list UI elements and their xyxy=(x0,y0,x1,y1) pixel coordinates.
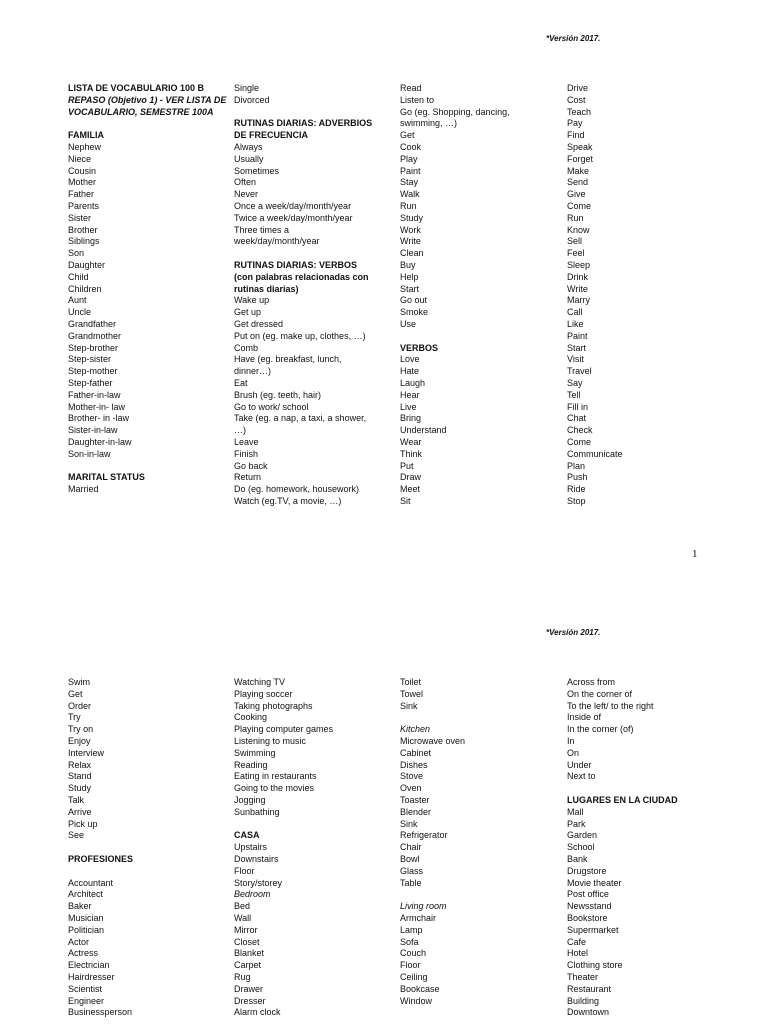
vocab-item: Electrician xyxy=(68,960,110,971)
vocab-item: Politician xyxy=(68,924,105,935)
vocab-item: Park xyxy=(567,818,586,829)
vocab-item: Nephew xyxy=(68,141,102,152)
section-heading: VERBOS xyxy=(400,342,439,353)
vocab-item: Try xyxy=(68,712,81,723)
vocab-item: Think xyxy=(400,448,423,459)
vocab-item: Sit xyxy=(400,495,411,506)
vocab-item: Mall xyxy=(567,806,584,817)
vocab-item: Three times a week/day/month/year xyxy=(234,224,320,247)
vocab-item: Stove xyxy=(400,771,424,782)
vocab-item: Across from xyxy=(567,677,616,687)
vocab-item: Chat xyxy=(567,413,587,424)
vocab-item: Bookcase xyxy=(400,983,440,994)
page2-column-1 xyxy=(68,677,228,1019)
vocab-item: Clean xyxy=(400,248,424,259)
vocab-item: Garden xyxy=(567,830,598,841)
vocab-item: Hate xyxy=(400,366,420,377)
vocab-item: Reading xyxy=(234,759,268,770)
vocab-item: Go out xyxy=(400,295,428,306)
spacer xyxy=(234,819,374,831)
page2-column-2 xyxy=(234,677,374,1019)
vocab-item: Sofa xyxy=(400,936,419,947)
vocab-item: Rug xyxy=(234,971,251,982)
vocab-item: School xyxy=(567,842,595,853)
vocab-item: Meet xyxy=(400,484,421,495)
section-heading: LISTA DE VOCABULARIO 100 B xyxy=(68,83,205,93)
vocab-item: Speak xyxy=(567,141,593,152)
vocab-item: Push xyxy=(567,472,588,483)
vocab-item: Pick up xyxy=(68,818,98,829)
vocab-item: Grandfather xyxy=(68,318,117,329)
subsection-heading: Bedroom xyxy=(234,889,271,900)
vocab-item: Cook xyxy=(400,141,422,152)
vocab-item: Couch xyxy=(400,948,427,959)
vocab-item: Often xyxy=(234,177,257,188)
section-heading: LUGARES EN LA CIUDAD xyxy=(567,794,678,805)
vocab-item: Communicate xyxy=(567,448,623,459)
vocab-item: Play xyxy=(400,153,418,164)
vocab-item: Bowl xyxy=(400,853,420,864)
vocab-item: Grandmother xyxy=(68,330,122,341)
vocab-item: Daughter-in-law xyxy=(68,436,132,447)
page1-column-4 xyxy=(567,83,707,508)
spacer xyxy=(234,107,374,119)
vocab-item: Marry xyxy=(567,295,590,306)
vocab-item: Go to work/ school xyxy=(234,401,309,412)
vocab-item: Ceiling xyxy=(400,971,428,982)
vocab-item: Have (eg. breakfast, lunch, dinner…) xyxy=(234,354,342,377)
section-heading: RUTINAS DIARIAS: ADVERBIOS DE FRECUENCIA xyxy=(234,118,373,141)
vocab-item: Talk xyxy=(68,794,85,805)
vocab-item: Plan xyxy=(567,460,586,471)
vocab-item: Work xyxy=(400,224,421,235)
vocab-item: Son-in-law xyxy=(68,448,111,459)
vocab-item: Put on (eg. make up, clothes, …) xyxy=(234,330,366,341)
vocab-item: Arrive xyxy=(68,806,92,817)
vocab-item: Write xyxy=(567,283,588,294)
vocab-item: Enjoy xyxy=(68,735,91,746)
vocab-item: Cabinet xyxy=(400,747,432,758)
vocab-item: Study xyxy=(400,212,424,223)
vocab-item: Bookstore xyxy=(567,912,608,923)
vocab-item: Son xyxy=(68,248,85,259)
vocab-item: Towel xyxy=(400,688,424,699)
vocab-item: Tell xyxy=(567,389,581,400)
section-heading: CASA xyxy=(234,830,260,841)
vocab-item: Finish xyxy=(234,448,259,459)
vocab-item: Check xyxy=(567,425,593,436)
vocab-item: Listen to xyxy=(400,94,435,105)
vocab-item: Accountant xyxy=(68,877,114,888)
vocab-item: Swim xyxy=(68,677,90,687)
section-heading: REPASO (Objetivo 1) - VER LISTA DE VOCABULARIO, SEMESTRE 100A xyxy=(68,94,227,117)
vocab-item: Get up xyxy=(234,307,262,318)
vocab-item: Oven xyxy=(400,783,422,794)
spacer xyxy=(400,712,524,724)
vocab-item: Paint xyxy=(567,330,588,341)
section-heading: MARITAL STATUS xyxy=(68,472,145,483)
page1-column-3 xyxy=(400,83,524,508)
vocab-item: Brother xyxy=(68,224,98,235)
vocab-item: Write xyxy=(400,236,421,247)
spacer xyxy=(234,248,374,260)
vocab-item: Send xyxy=(567,177,589,188)
vocab-item: Step-mother xyxy=(68,366,118,377)
vocab-item: Story/storey xyxy=(234,877,283,888)
vocab-item: Under xyxy=(567,759,592,770)
vocab-item: Put xyxy=(400,460,414,471)
vocab-item: Sister xyxy=(68,212,92,223)
vocab-item: Stay xyxy=(400,177,419,188)
vocab-item: Sink xyxy=(400,700,418,711)
vocab-item: Restaurant xyxy=(567,983,612,994)
vocab-item: Baker xyxy=(68,901,92,912)
vocab-item: Clothing store xyxy=(567,960,623,971)
subsection-heading: Kitchen xyxy=(400,724,431,735)
version-note: *Versión 2017. xyxy=(546,34,601,43)
spacer xyxy=(567,783,707,795)
vocab-item: On the corner of xyxy=(567,688,633,699)
spacer xyxy=(400,331,524,343)
vocab-item: Toilet xyxy=(400,677,422,687)
vocab-item: Get dressed xyxy=(234,318,284,329)
vocab-item: Feel xyxy=(567,248,585,259)
vocab-item: Sell xyxy=(567,236,583,247)
vocab-item: Drugstore xyxy=(567,865,607,876)
vocab-item: Twice a week/day/month/year xyxy=(234,212,353,223)
vocab-item: Blanket xyxy=(234,948,265,959)
vocab-item: Do (eg. homework, housework) xyxy=(234,484,360,495)
vocab-item: Visit xyxy=(567,354,584,365)
vocab-item: Mother-in- law xyxy=(68,401,126,412)
vocab-item: Businessperson xyxy=(68,1007,133,1018)
vocab-item: Call xyxy=(567,307,583,318)
vocab-item: Love xyxy=(400,354,420,365)
vocab-item: See xyxy=(68,830,85,841)
vocab-item: Married xyxy=(68,484,99,495)
vocab-item: Drive xyxy=(567,83,589,93)
vocab-item: Bring xyxy=(400,413,422,424)
vocab-item: Find xyxy=(567,130,585,141)
spacer xyxy=(68,461,228,473)
vocab-item: Bank xyxy=(567,853,588,864)
vocab-item: Say xyxy=(567,377,583,388)
vocab-item: Cafe xyxy=(567,936,587,947)
vocab-item: Listening to music xyxy=(234,735,307,746)
vocab-item: Brush (eg. teeth, hair) xyxy=(234,389,322,400)
section-heading: PROFESIONES xyxy=(68,853,134,864)
spacer xyxy=(68,842,228,854)
vocab-item: Stand xyxy=(68,771,92,782)
vocab-item: Hairdresser xyxy=(68,971,115,982)
vocab-item: Understand xyxy=(400,425,447,436)
vocab-item: Give xyxy=(567,189,586,200)
vocab-item: Stop xyxy=(567,495,586,506)
vocab-item: Watch (eg.TV, a movie, …) xyxy=(234,495,342,506)
vocab-item: Daughter xyxy=(68,259,106,270)
vocab-item: Teach xyxy=(567,106,592,117)
vocab-item: Cousin xyxy=(68,165,97,176)
vocab-item: Forget xyxy=(567,153,594,164)
vocab-item: Step-brother xyxy=(68,342,119,353)
vocab-item: Walk xyxy=(400,189,420,200)
vocab-item: Alarm clock xyxy=(234,1007,281,1018)
vocab-item: Playing soccer xyxy=(234,688,293,699)
vocab-item: Refrigerator xyxy=(400,830,448,841)
vocab-item: In the corner (of) xyxy=(567,724,634,735)
spacer xyxy=(68,118,228,130)
spacer xyxy=(400,889,524,901)
vocab-item: Once a week/day/month/year xyxy=(234,200,352,211)
vocab-item: Bed xyxy=(234,901,251,912)
vocab-item: Ride xyxy=(567,484,586,495)
vocab-item: Eat xyxy=(234,377,248,388)
vocab-item: Jogging xyxy=(234,794,266,805)
vocab-item: Order xyxy=(68,700,92,711)
vocab-item: Musician xyxy=(68,912,104,923)
page1-column-2 xyxy=(234,83,374,508)
vocab-item: Never xyxy=(234,189,259,200)
vocab-item: Know xyxy=(567,224,590,235)
vocab-item: Read xyxy=(400,83,422,93)
vocab-item: Downstairs xyxy=(234,853,279,864)
vocab-item: Smoke xyxy=(400,307,429,318)
vocab-item: Taking photographs xyxy=(234,700,313,711)
vocab-item: Downtown xyxy=(567,1007,610,1018)
vocab-item: On xyxy=(567,747,580,758)
vocab-item: Drawer xyxy=(234,983,264,994)
vocab-item: Comb xyxy=(234,342,259,353)
vocab-item: Sink xyxy=(400,818,418,829)
vocab-item: Hotel xyxy=(567,948,589,959)
vocab-item: Closet xyxy=(234,936,260,947)
vocab-item: Glass xyxy=(400,865,424,876)
vocab-item: Actress xyxy=(68,948,99,959)
vocab-item: Swimming xyxy=(234,747,276,758)
vocab-item: Get xyxy=(68,688,83,699)
vocab-item: Cooking xyxy=(234,712,268,723)
vocab-item: Hear xyxy=(400,389,420,400)
vocab-item: Fill in xyxy=(567,401,589,412)
vocab-item: Buy xyxy=(400,259,416,270)
vocab-item: Help xyxy=(400,271,419,282)
vocab-item: Children xyxy=(68,283,102,294)
vocab-item: Pay xyxy=(567,118,583,129)
vocab-item: Always xyxy=(234,141,263,152)
vocab-item: Leave xyxy=(234,436,259,447)
vocab-item: Go back xyxy=(234,460,268,471)
vocab-item: Actor xyxy=(68,936,90,947)
vocab-item: Laugh xyxy=(400,377,426,388)
vocab-item: Wake up xyxy=(234,295,270,306)
vocab-item: Upstairs xyxy=(234,842,268,853)
vocab-item: Aunt xyxy=(68,295,87,306)
vocab-item: Divorced xyxy=(234,94,270,105)
vocab-item: Wall xyxy=(234,912,252,923)
vocab-item: Sister-in-law xyxy=(68,425,118,436)
vocab-item: Single xyxy=(234,83,260,93)
vocab-item: Child xyxy=(68,271,89,282)
vocab-item: Wear xyxy=(400,436,422,447)
vocab-item: Live xyxy=(400,401,417,412)
vocab-item: Eating in restaurants xyxy=(234,771,317,782)
vocab-item: Step-sister xyxy=(68,354,112,365)
section-heading: FAMILIA xyxy=(68,130,104,141)
vocab-item: Travel xyxy=(567,366,592,377)
vocab-item: Supermarket xyxy=(567,924,619,935)
vocab-item: Blender xyxy=(400,806,432,817)
page1-column-1 xyxy=(68,83,228,496)
vocab-item: Inside of xyxy=(567,712,602,723)
version-note: *Versión 2017. xyxy=(546,628,601,637)
vocab-item: Run xyxy=(567,212,584,223)
subsection-heading: Living room xyxy=(400,901,447,912)
vocab-item: Use xyxy=(400,318,417,329)
vocab-item: Paint xyxy=(400,165,421,176)
vocab-item: Come xyxy=(567,436,592,447)
vocab-item: Watching TV xyxy=(234,677,286,687)
vocab-item: Sleep xyxy=(567,259,591,270)
vocab-item: Siblings xyxy=(68,236,100,247)
vocab-item: Step-father xyxy=(68,377,113,388)
vocab-item: Father-in-law xyxy=(68,389,121,400)
vocab-item: Relax xyxy=(68,759,92,770)
vocab-item: Usually xyxy=(234,153,264,164)
vocab-item: Father xyxy=(68,189,95,200)
vocab-item: Brother- in -law xyxy=(68,413,130,424)
vocab-item: Next to xyxy=(567,771,596,782)
vocab-item: Theater xyxy=(567,971,599,982)
vocab-item: Newsstand xyxy=(567,901,612,912)
vocab-item: Toaster xyxy=(400,794,430,805)
page2-column-3 xyxy=(400,677,524,1007)
spacer xyxy=(68,866,228,878)
vocab-item: Start xyxy=(567,342,587,353)
vocab-item: Study xyxy=(68,783,92,794)
section-heading: RUTINAS DIARIAS: VERBOS (con palabras relacionadas con rutinas diarias) xyxy=(234,259,369,294)
vocab-item: Make xyxy=(567,165,590,176)
vocab-item: Post office xyxy=(567,889,609,900)
vocab-item: Lamp xyxy=(400,924,423,935)
vocab-item: In xyxy=(567,735,575,746)
vocab-item: Floor xyxy=(400,960,421,971)
vocab-item: Scientist xyxy=(68,983,103,994)
vocab-item: Dresser xyxy=(234,995,266,1006)
vocab-item: Draw xyxy=(400,472,422,483)
vocab-item: Going to the movies xyxy=(234,783,315,794)
vocab-item: Table xyxy=(400,877,422,888)
vocab-item: Niece xyxy=(68,153,92,164)
page-number: 1 xyxy=(692,548,698,560)
vocab-item: Sunbathing xyxy=(234,806,280,817)
vocab-item: Playing computer games xyxy=(234,724,334,735)
vocab-item: Like xyxy=(567,318,584,329)
vocab-item: Sometimes xyxy=(234,165,280,176)
vocab-item: Mirror xyxy=(234,924,258,935)
vocab-item: Run xyxy=(400,200,417,211)
vocab-item: To the left/ to the right xyxy=(567,700,654,711)
vocab-item: Try on xyxy=(68,724,94,735)
vocab-item: Architect xyxy=(68,889,104,900)
vocab-item: Mother xyxy=(68,177,97,188)
vocab-item: Drink xyxy=(567,271,589,282)
vocab-item: Armchair xyxy=(400,912,437,923)
vocab-item: Microwave oven xyxy=(400,735,466,746)
page2-column-4 xyxy=(567,677,707,1019)
vocab-item: Floor xyxy=(234,865,255,876)
vocab-item: Movie theater xyxy=(567,877,622,888)
vocab-item: Come xyxy=(567,200,592,211)
vocab-item: Start xyxy=(400,283,420,294)
vocab-item: Chair xyxy=(400,842,422,853)
vocab-item: Engineer xyxy=(68,995,105,1006)
vocab-item: Cost xyxy=(567,94,586,105)
vocab-item: Carpet xyxy=(234,960,262,971)
vocab-item: Parents xyxy=(68,200,100,211)
vocab-item: Dishes xyxy=(400,759,428,770)
vocab-item: Window xyxy=(400,995,433,1006)
vocab-item: Get xyxy=(400,130,415,141)
vocab-item: Building xyxy=(567,995,600,1006)
vocab-item: Uncle xyxy=(68,307,92,318)
vocab-item: Return xyxy=(234,472,262,483)
vocab-item: Go (eg. Shopping, dancing, swimming, …) xyxy=(400,106,510,129)
vocab-item: Take (eg. a nap, a taxi, a shower, …) xyxy=(234,413,367,436)
vocab-item: Interview xyxy=(68,747,105,758)
